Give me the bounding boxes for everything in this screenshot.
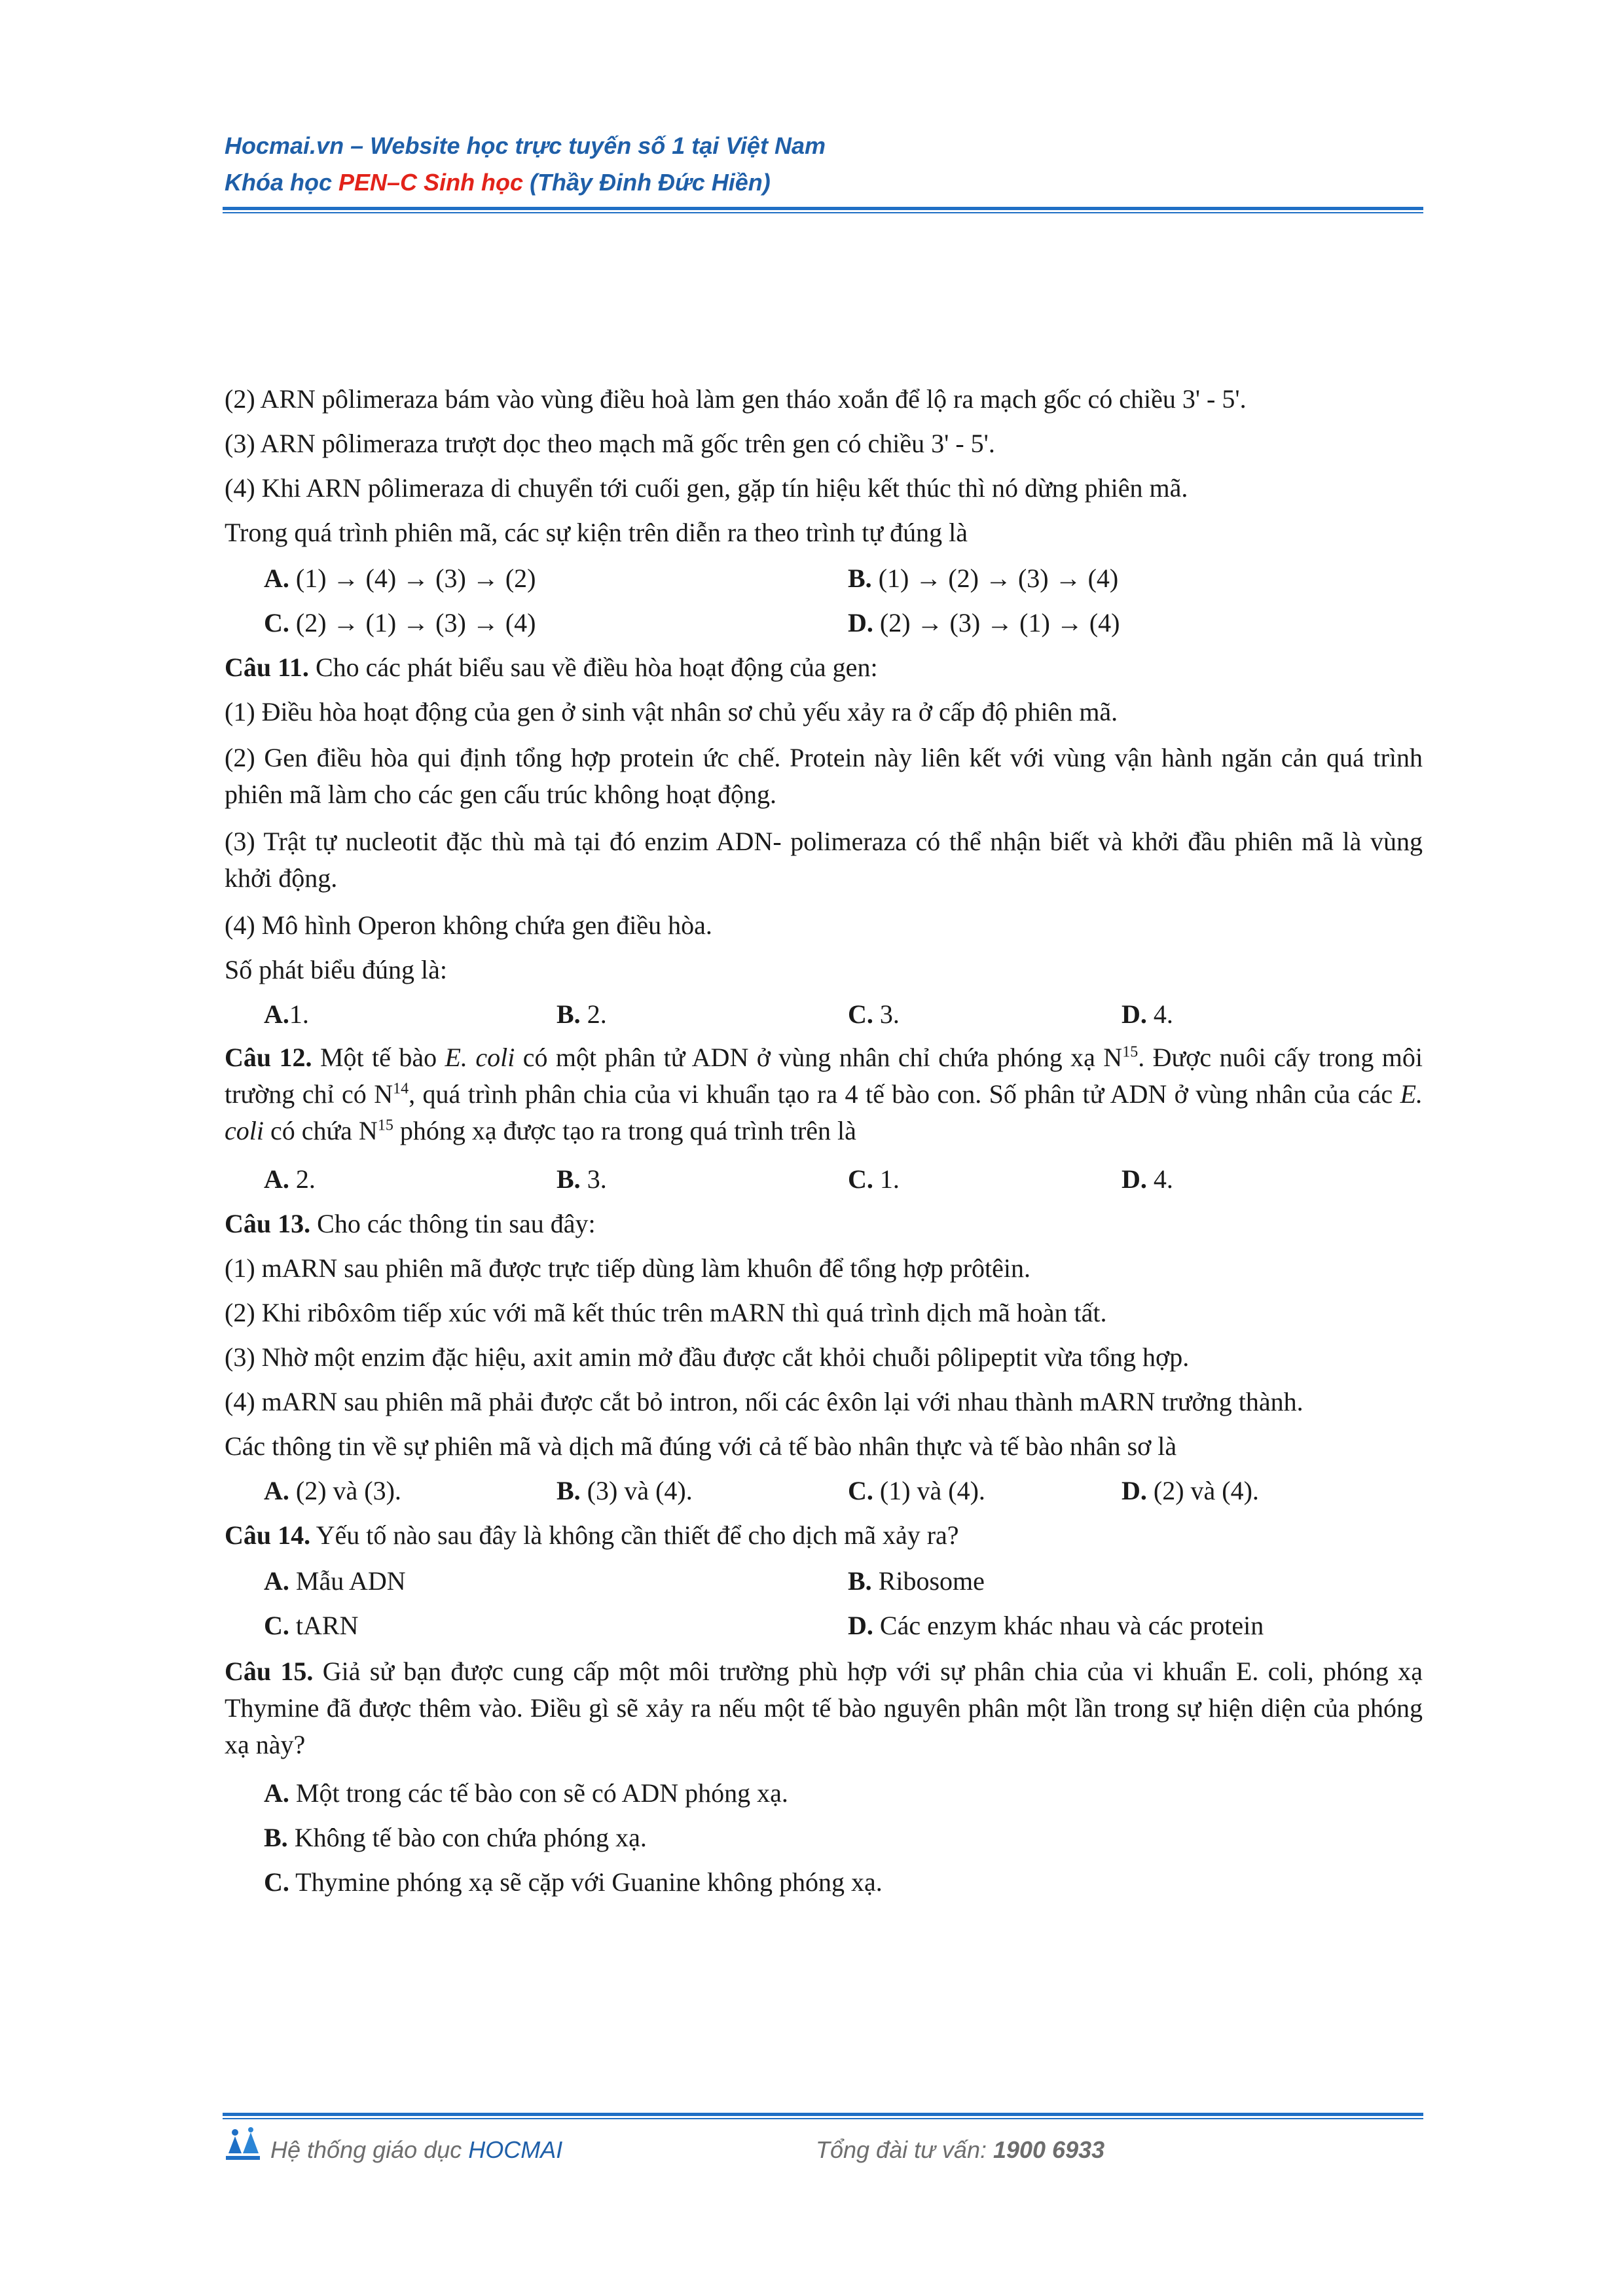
- q15-option-a[interactable]: [264, 1778, 788, 1809]
- option-text: 1.: [873, 1164, 900, 1194]
- option-key: D.: [848, 1611, 873, 1640]
- q12-ecoli: E. coli: [445, 1043, 515, 1072]
- footer-org-name: HOCMAI: [468, 2136, 563, 2163]
- q10-option-a[interactable]: [264, 563, 536, 594]
- q12-option-b[interactable]: [556, 1164, 607, 1195]
- teacher-name: (Thầy Đinh Đức Hiền): [523, 169, 771, 196]
- footer-hotline-label: Tổng đài tư vấn:: [816, 2136, 993, 2163]
- q12-text-5: có chứa N: [263, 1116, 378, 1145]
- q15-stem: [225, 1653, 1423, 1763]
- q12-text-1: Một tế bào: [312, 1043, 445, 1072]
- option-key: B.: [556, 1164, 581, 1194]
- option-key: C.: [264, 1867, 289, 1897]
- q12-sup-15-2: 15: [377, 1117, 393, 1134]
- option-text: 2.: [580, 999, 607, 1029]
- option-text: (2) và (3).: [289, 1476, 401, 1505]
- q14-option-d[interactable]: [848, 1610, 1264, 1641]
- option-text: 4.: [1146, 1164, 1173, 1194]
- option-text: Ribosome: [871, 1566, 985, 1596]
- header-line-1: [225, 132, 826, 160]
- q11-option-c[interactable]: [848, 999, 900, 1030]
- option-text: Không tế bào con chứa phóng xạ.: [287, 1823, 647, 1852]
- q13-statement-2: (2) Khi ribôxôm tiếp xúc với mã kết thúc trên mARN thì quá trình dịch mã hoàn tất.: [225, 1298, 1107, 1327]
- footer-hotline: [816, 2136, 1104, 2164]
- q14-stem: [225, 1520, 959, 1551]
- footer-divider-thin: [223, 2118, 1423, 2119]
- option-text: (2) → (3) → (1) → (4): [873, 608, 1120, 637]
- q12-label: Câu 12.: [225, 1043, 312, 1072]
- option-key: B.: [556, 999, 581, 1029]
- q11-statement-1: (1) Điều hòa hoạt động của gen ở sinh vật nhân sơ chủ yếu xảy ra ở cấp độ phiên mã.: [225, 697, 1118, 726]
- option-text: 3.: [580, 1164, 607, 1194]
- option-key: C.: [848, 999, 873, 1029]
- q15-option-c[interactable]: [264, 1867, 883, 1898]
- q11-label: Câu 11.: [225, 653, 309, 682]
- course-name: PEN–C Sinh học: [338, 169, 524, 196]
- option-key: B.: [264, 1823, 288, 1852]
- footer-org-prefix: Hệ thống giáo dục: [270, 2136, 469, 2163]
- q12-sup-14: 14: [393, 1080, 409, 1098]
- q12-ecoli-2: E. coli: [225, 1079, 1423, 1145]
- q11-option-b[interactable]: [556, 999, 607, 1030]
- q15-label: Câu 15.: [225, 1657, 314, 1686]
- option-key: B.: [848, 564, 872, 593]
- q10-statement-4: (4) Khi ARN pôlimeraza di chuyển tới cuối gen, gặp tín hiệu kết thúc thì nó dừng phiên mã.: [225, 473, 1188, 503]
- option-key: C.: [848, 1476, 873, 1505]
- q13-stem: [225, 1208, 596, 1240]
- option-key: D.: [1122, 999, 1147, 1029]
- header-line-2: [225, 169, 771, 196]
- q11-statement-2: (2) Gen điều hòa qui định tổng hợp protein ức chế. Protein này liên kết với vùng vận hành ngăn cản quá trình phiên mã làm cho các gen cấu trúc không hoạt động.: [225, 743, 1423, 809]
- option-key: D.: [848, 608, 873, 637]
- q11-option-d[interactable]: [1122, 999, 1173, 1030]
- option-key: C.: [264, 1611, 289, 1640]
- option-key: C.: [848, 1164, 873, 1194]
- option-key: A.: [264, 1476, 289, 1505]
- option-key: A.: [264, 999, 289, 1029]
- q12-sup-15: 15: [1122, 1043, 1139, 1061]
- hocmai-logo-icon: [225, 2127, 261, 2161]
- q15-stem-text: Giả sử bạn được cung cấp một môi trường phù hợp với sự phân chia của vi khuẩn E. coli, phóng xạ Thymine đã được thêm vào. Điều gì sẽ xảy ra nếu một tế bào nguyên phân một lần trong sự hiện diện của phóng xạ này?: [225, 1657, 1423, 1759]
- option-text: 4.: [1146, 999, 1173, 1029]
- q10-statement-2: (2) ARN pôlimeraza bám vào vùng điều hoà làm gen tháo xoắn để lộ ra mạch gốc có chiều 3' - 5'.: [225, 384, 1247, 414]
- q11-statement-4: (4) Mô hình Operon không chứa gen điều hòa.: [225, 910, 712, 940]
- q12-text-4: , quá trình phân chia của vi khuẩn tạo ra 4 tế bào con. Số phân tử ADN ở vùng nhân của các: [409, 1079, 1400, 1109]
- site-tagline: – Website học trực tuyến số 1 tại Việt Nam: [344, 132, 826, 159]
- option-text: (2) → (1) → (3) → (4): [289, 608, 536, 637]
- header-divider-thin: [223, 212, 1423, 213]
- option-text: (1) → (2) → (3) → (4): [871, 564, 1119, 593]
- q13-question: Các thông tin về sự phiên mã và dịch mã đúng với cả tế bào nhân thực và tế bào nhân sơ là: [225, 1431, 1177, 1461]
- q10-option-c[interactable]: [264, 607, 536, 639]
- q12-option-c[interactable]: [848, 1164, 900, 1195]
- option-text: (1) và (4).: [873, 1476, 985, 1505]
- q10-statement-3: (3) ARN pôlimeraza trượt dọc theo mạch mã gốc trên gen có chiều 3' - 5'.: [225, 429, 995, 458]
- q13-statement-4: (4) mARN sau phiên mã phải được cắt bỏ intron, nối các êxôn lại với nhau thành mARN trưởng thành.: [225, 1387, 1304, 1416]
- q11-option-a[interactable]: [264, 999, 309, 1030]
- option-key: D.: [1122, 1476, 1147, 1505]
- option-text: Thymine phóng xạ sẽ cặp với Guanine không phóng xạ.: [289, 1867, 883, 1897]
- option-text: Mẫu ADN: [289, 1566, 406, 1596]
- footer-hotline-number[interactable]: 1900 6933: [993, 2136, 1105, 2163]
- q11-stem-text: Cho các phát biểu sau về điều hòa hoạt động của gen:: [308, 653, 878, 682]
- q14-stem-text: Yếu tố nào sau đây là không cần thiết để cho dịch mã xảy ra?: [310, 1520, 959, 1550]
- q14-option-a[interactable]: [264, 1566, 406, 1597]
- option-key: B.: [848, 1566, 872, 1596]
- option-text: (3) và (4).: [580, 1476, 693, 1505]
- option-key: A.: [264, 1778, 289, 1808]
- q10-option-b[interactable]: [848, 563, 1118, 594]
- q15-option-b[interactable]: [264, 1822, 647, 1854]
- q13-option-b[interactable]: [556, 1475, 693, 1507]
- q10-option-d[interactable]: [848, 607, 1120, 639]
- q13-statement-1: (1) mARN sau phiên mã được trực tiếp dùng làm khuôn để tổng hợp prôtêin.: [225, 1253, 1030, 1283]
- q13-statement-3: (3) Nhờ một enzim đặc hiệu, axit amin mở đầu được cắt khỏi chuỗi pôlipeptit vừa tổng hợp.: [225, 1342, 1190, 1372]
- q13-label: Câu 13.: [225, 1209, 311, 1238]
- option-key: A.: [264, 1164, 289, 1194]
- option-key: B.: [556, 1476, 581, 1505]
- q12-text-6: phóng xạ được tạo ra trong quá trình trên là: [393, 1116, 856, 1145]
- course-prefix: Khóa học: [225, 169, 339, 196]
- q13-option-a[interactable]: [264, 1475, 401, 1507]
- option-text: 3.: [873, 999, 900, 1029]
- option-text: (1) → (4) → (3) → (2): [289, 564, 536, 593]
- q11-stem: [225, 652, 878, 683]
- q14-option-b[interactable]: [848, 1566, 985, 1597]
- q11-statement-3: (3) Trật tự nucleotit đặc thù mà tại đó enzim ADN- polimeraza có thể nhận biết và khởi đầu phiên mã là vùng khởi động.: [225, 827, 1423, 893]
- q10-question: Trong quá trình phiên mã, các sự kiện trên diễn ra theo trình tự đúng là: [225, 518, 968, 547]
- footer-divider: [223, 2113, 1423, 2116]
- q14-option-c[interactable]: [264, 1610, 358, 1641]
- q14-label: Câu 14.: [225, 1520, 311, 1550]
- option-text: tARN: [289, 1611, 359, 1640]
- option-key: C.: [264, 608, 289, 637]
- q12-option-a[interactable]: [264, 1164, 316, 1195]
- option-text: (2) và (4).: [1146, 1476, 1259, 1505]
- q12-text-2: có một phân tử ADN ở vùng nhân chỉ chứa phóng xạ N: [515, 1043, 1123, 1072]
- q12-option-d[interactable]: [1122, 1164, 1173, 1195]
- q13-stem-text: Cho các thông tin sau đây:: [310, 1209, 596, 1238]
- q13-option-c[interactable]: [848, 1475, 985, 1507]
- option-key: A.: [264, 564, 289, 593]
- option-key: A.: [264, 1566, 289, 1596]
- option-text: Một trong các tế bào con sẽ có ADN phóng xạ.: [289, 1778, 788, 1808]
- option-text: 1.: [289, 999, 309, 1029]
- footer-org: [270, 2136, 562, 2164]
- option-text: 2.: [289, 1164, 316, 1194]
- q11-question: Số phát biểu đúng là:: [225, 955, 447, 984]
- q12-text-3: . Được nuôi cấy trong môi trường chỉ có N: [225, 1043, 1423, 1109]
- site-link[interactable]: Hocmai.vn: [225, 132, 344, 159]
- header-divider: [223, 207, 1423, 210]
- option-key: D.: [1122, 1164, 1147, 1194]
- q12-stem: [225, 1039, 1423, 1149]
- q13-option-d[interactable]: [1122, 1475, 1259, 1507]
- option-text: Các enzym khác nhau và các protein: [873, 1611, 1264, 1640]
